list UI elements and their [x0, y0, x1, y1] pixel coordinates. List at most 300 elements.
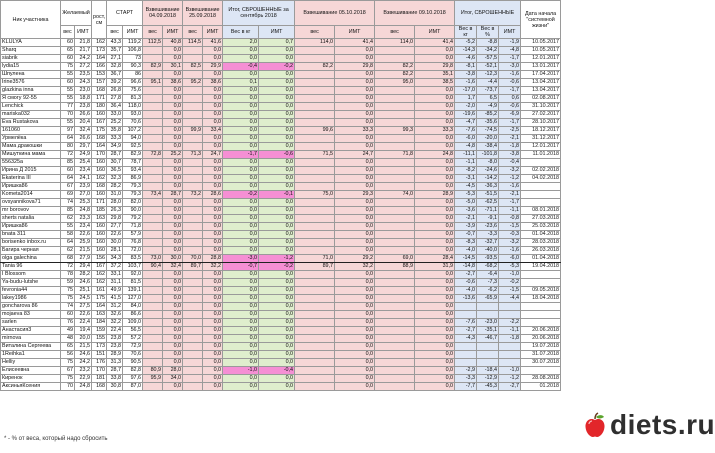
cell-w3i[interactable]: 0,0 [335, 239, 375, 247]
table-row[interactable] [1, 375, 561, 383]
cell-tot-pct[interactable]: -32,7 [477, 239, 499, 247]
cell-w1i[interactable]: 0,0 [163, 167, 183, 175]
cell-imt[interactable]: 24,1 [75, 175, 92, 183]
cell-tot-imt[interactable]: -0,2 [499, 279, 521, 287]
cell-t-kg[interactable]: 0,0 [223, 127, 259, 135]
table-row[interactable] [1, 335, 561, 343]
cell-w3[interactable] [295, 383, 335, 391]
table-row[interactable] [1, 327, 561, 335]
cell-height[interactable]: 162 [92, 279, 107, 287]
cell-w4i[interactable]: 0,0 [415, 303, 455, 311]
cell-t-imt[interactable]: -0,4 [259, 367, 295, 375]
cell-imt[interactable]: 25,3 [75, 199, 92, 207]
cell-tot-imt[interactable]: -2,7 [499, 383, 521, 391]
cell-date[interactable] [521, 191, 561, 199]
cell-t-kg[interactable]: 0,0 [223, 215, 259, 223]
cell-w1i[interactable]: 0,0 [163, 231, 183, 239]
cell-w1i[interactable]: 30,0 [163, 255, 183, 263]
cell-s-w[interactable]: 28,2 [107, 183, 123, 191]
cell-w1i[interactable]: 0,0 [163, 103, 183, 111]
cell-s-w[interactable]: 36,5 [107, 167, 123, 175]
cell-s-w[interactable]: 25,2 [107, 119, 123, 127]
cell-imt[interactable]: 22,6 [75, 231, 92, 239]
cell-w3i[interactable]: 0,0 [335, 319, 375, 327]
cell-tot-pct[interactable] [477, 351, 499, 359]
cell-w3[interactable] [295, 287, 335, 295]
table-row[interactable] [1, 383, 561, 391]
cell-w2[interactable] [183, 87, 203, 95]
cell-wish[interactable]: 55 [61, 119, 75, 127]
cell-w4[interactable]: 82,2 [375, 63, 415, 71]
cell-s-w[interactable]: 36,4 [107, 103, 123, 111]
cell-tot-kg[interactable]: -4,7 [455, 119, 477, 127]
cell-tot-pct[interactable]: -68,2 [477, 263, 499, 271]
cell-w4[interactable]: 82,2 [375, 71, 415, 79]
cell-w2i[interactable]: 0,0 [203, 103, 223, 111]
cell-tot-kg[interactable]: -2,9 [455, 367, 477, 375]
cell-w2i[interactable]: 0,0 [203, 319, 223, 327]
cell-tot-pct[interactable]: -6,2 [477, 287, 499, 295]
cell-w2i[interactable]: 0,0 [203, 175, 223, 183]
cell-w1i[interactable]: 0,0 [163, 343, 183, 351]
cell-w3i[interactable]: 0,0 [335, 183, 375, 191]
cell-tot-imt[interactable]: -3,0 [499, 63, 521, 71]
cell-w3i[interactable]: 0,0 [335, 367, 375, 375]
cell-tot-pct[interactable]: -18,4 [477, 367, 499, 375]
cell-w4[interactable] [375, 279, 415, 287]
cell-s-imt[interactable]: 86,6 [123, 311, 143, 319]
cell-w3[interactable] [295, 367, 335, 375]
cell-t-imt[interactable]: 0,0 [259, 143, 295, 151]
cell-height[interactable]: 176 [92, 359, 107, 367]
cell-height[interactable]: 171 [92, 95, 107, 103]
cell-w4[interactable] [375, 319, 415, 327]
cell-date[interactable]: 20.06.2018 [521, 327, 561, 335]
cell-w2i[interactable]: 0,0 [203, 335, 223, 343]
cell-w3i[interactable]: 0,0 [335, 327, 375, 335]
cell-w4i[interactable]: 0,0 [415, 215, 455, 223]
cell-w2i[interactable]: 0,0 [203, 223, 223, 231]
cell-s-w[interactable]: 34,3 [107, 255, 123, 263]
cell-w1[interactable] [143, 247, 163, 255]
cell-t-imt[interactable]: 0,0 [259, 215, 295, 223]
cell-name[interactable]: mariska032 [1, 111, 61, 119]
cell-date[interactable]: 11.01.2018 [521, 151, 561, 159]
table-row[interactable] [1, 359, 561, 367]
cell-s-imt[interactable]: 71,8 [123, 223, 143, 231]
cell-s-imt[interactable]: 93,0 [123, 111, 143, 119]
cell-imt[interactable]: 23,4 [75, 223, 92, 231]
cell-w4i[interactable]: 0,0 [415, 359, 455, 367]
cell-height[interactable]: 168 [92, 87, 107, 95]
cell-s-imt[interactable]: 90,3 [123, 63, 143, 71]
cell-w3i[interactable]: 0,0 [335, 351, 375, 359]
cell-t-kg[interactable]: -1,0 [223, 367, 259, 375]
cell-wish[interactable]: 67 [61, 183, 75, 191]
cell-name[interactable]: Irine3576 [1, 79, 61, 87]
cell-tot-kg[interactable]: -4,0 [455, 247, 477, 255]
cell-date[interactable]: 31.12.2017 [521, 135, 561, 143]
cell-w4i[interactable]: 0,0 [415, 135, 455, 143]
cell-tot-imt[interactable] [499, 359, 521, 367]
cell-w3[interactable] [295, 183, 335, 191]
cell-tot-imt[interactable]: -1,2 [499, 375, 521, 383]
cell-w1i[interactable]: 25,2 [163, 151, 183, 159]
cell-w2i[interactable]: 0,0 [203, 55, 223, 63]
cell-t-kg[interactable]: 0,0 [223, 327, 259, 335]
cell-w2[interactable] [183, 207, 203, 215]
cell-s-w[interactable]: 34,9 [107, 143, 123, 151]
cell-t-kg[interactable]: 0,0 [223, 223, 259, 231]
cell-tot-kg[interactable]: -4,6 [455, 55, 477, 63]
cell-wish[interactable]: 64 [61, 239, 75, 247]
cell-w4[interactable] [375, 327, 415, 335]
cell-s-imt[interactable]: 93,4 [123, 167, 143, 175]
cell-w4i[interactable]: 0,0 [415, 327, 455, 335]
cell-name[interactable]: I Blossom [1, 271, 61, 279]
cell-tot-pct[interactable]: -101,8 [477, 151, 499, 159]
cell-w4[interactable] [375, 351, 415, 359]
cell-tot-kg[interactable] [455, 303, 477, 311]
cell-tot-kg[interactable]: -2,1 [455, 215, 477, 223]
cell-height[interactable]: 168 [92, 135, 107, 143]
cell-w2i[interactable]: 0,0 [203, 367, 223, 375]
table-row[interactable] [1, 79, 561, 87]
cell-name[interactable]: Виталина Сергеева [1, 343, 61, 351]
cell-s-w[interactable]: 41,5 [107, 295, 123, 303]
cell-s-w[interactable]: 31,1 [107, 279, 123, 287]
cell-imt[interactable]: 25,1 [75, 287, 92, 295]
cell-t-imt[interactable]: 0,0 [259, 271, 295, 279]
cell-w1[interactable]: 72,8 [143, 151, 163, 159]
cell-height[interactable]: 163 [92, 311, 107, 319]
cell-wish[interactable]: 62 [61, 247, 75, 255]
cell-w2[interactable] [183, 183, 203, 191]
cell-s-w[interactable]: 37,2 [107, 263, 123, 271]
cell-w2i[interactable]: 0,0 [203, 295, 223, 303]
cell-tot-imt[interactable]: -1,5 [499, 223, 521, 231]
cell-tot-imt[interactable]: -1,0 [499, 367, 521, 375]
cell-tot-pct[interactable]: -14,2 [477, 175, 499, 183]
cell-wish[interactable]: 60 [61, 79, 75, 87]
cell-w2[interactable] [183, 135, 203, 143]
cell-wish[interactable]: 49 [61, 327, 75, 335]
cell-s-w[interactable]: 23,8 [107, 335, 123, 343]
cell-height[interactable]: 160 [92, 247, 107, 255]
cell-w2i[interactable]: 0,0 [203, 279, 223, 287]
cell-w2[interactable] [183, 215, 203, 223]
cell-tot-kg[interactable]: -7,6 [455, 127, 477, 135]
cell-s-w[interactable]: 28,1 [107, 247, 123, 255]
cell-w4i[interactable]: 0,0 [415, 343, 455, 351]
cell-w1i[interactable]: 32,4 [163, 263, 183, 271]
cell-t-kg[interactable]: 0,0 [223, 183, 259, 191]
cell-w3[interactable] [295, 119, 335, 127]
cell-height[interactable]: 160 [92, 239, 107, 247]
cell-imt[interactable]: 21,8 [75, 39, 92, 47]
cell-name[interactable]: Иришка86 [1, 223, 61, 231]
cell-w2i[interactable]: 0,0 [203, 303, 223, 311]
cell-tot-imt[interactable] [499, 351, 521, 359]
cell-t-imt[interactable]: 0,0 [259, 103, 295, 111]
cell-s-w[interactable]: 27,7 [107, 223, 123, 231]
cell-t-kg[interactable]: 0,0 [223, 271, 259, 279]
cell-imt[interactable]: 24,6 [75, 279, 92, 287]
cell-s-w[interactable]: 22,4 [107, 327, 123, 335]
cell-imt[interactable]: 23,4 [75, 167, 92, 175]
cell-w1i[interactable]: 0,0 [163, 175, 183, 183]
cell-tot-imt[interactable]: -3,2 [499, 167, 521, 175]
cell-date[interactable]: 10.05.2017 [521, 39, 561, 47]
cell-s-w[interactable]: 35,7 [107, 47, 123, 55]
cell-w3i[interactable]: 0,0 [335, 231, 375, 239]
cell-s-imt[interactable]: 57,9 [123, 231, 143, 239]
cell-w1i[interactable]: 0,0 [163, 303, 183, 311]
cell-t-kg[interactable]: 0,0 [223, 95, 259, 103]
cell-w1i[interactable]: 34,0 [163, 375, 183, 383]
cell-w3i[interactable]: 0,0 [335, 343, 375, 351]
cell-wish[interactable]: 67 [61, 367, 75, 375]
table-row[interactable] [1, 351, 561, 359]
cell-w4[interactable]: 69,0 [375, 255, 415, 263]
cell-t-kg[interactable]: -1,7 [223, 151, 259, 159]
cell-name[interactable]: Елисеевна [1, 367, 61, 375]
cell-w3i[interactable]: 0,0 [335, 103, 375, 111]
cell-w2[interactable] [183, 175, 203, 183]
cell-w1[interactable] [143, 343, 163, 351]
cell-wish[interactable]: 55 [61, 95, 75, 103]
cell-imt[interactable]: 23,5 [75, 71, 92, 79]
cell-date[interactable]: 25.03.2018 [521, 223, 561, 231]
cell-t-kg[interactable]: 0,0 [223, 87, 259, 95]
cell-tot-pct[interactable]: -7,3 [477, 279, 499, 287]
cell-height[interactable]: 170 [92, 367, 107, 375]
cell-w1i[interactable]: 0,0 [163, 47, 183, 55]
cell-date[interactable]: 13.04.2017 [521, 87, 561, 95]
cell-tot-imt[interactable]: -0,8 [499, 215, 521, 223]
cell-w1i[interactable]: 0,0 [163, 239, 183, 247]
cell-w1i[interactable]: 0,0 [163, 295, 183, 303]
cell-tot-imt[interactable]: -1,7 [499, 55, 521, 63]
cell-w4[interactable] [375, 47, 415, 55]
cell-t-kg[interactable]: 0,0 [223, 231, 259, 239]
cell-w4[interactable] [375, 215, 415, 223]
cell-name[interactable]: lakey1986 [1, 295, 61, 303]
cell-w2[interactable] [183, 159, 203, 167]
cell-tot-pct[interactable]: -23,0 [477, 319, 499, 327]
cell-w4i[interactable]: 0,0 [415, 143, 455, 151]
cell-tot-imt[interactable]: -4,8 [499, 47, 521, 55]
cell-w1[interactable]: 95,9 [143, 375, 163, 383]
table-row[interactable] [1, 263, 561, 271]
cell-tot-imt[interactable]: -0,6 [499, 103, 521, 111]
cell-date[interactable]: 01.2018 [521, 383, 561, 391]
cell-s-w[interactable]: 33,0 [107, 111, 123, 119]
cell-s-w[interactable]: 29,8 [107, 215, 123, 223]
cell-wish[interactable]: 77 [61, 103, 75, 111]
cell-height[interactable]: 160 [92, 111, 107, 119]
cell-wish[interactable]: 80 [61, 143, 75, 151]
cell-w4i[interactable]: 0,0 [415, 159, 455, 167]
cell-w4[interactable] [375, 159, 415, 167]
cell-tot-pct[interactable] [477, 303, 499, 311]
cell-w3i[interactable]: 0,0 [335, 223, 375, 231]
cell-w2[interactable] [183, 375, 203, 383]
cell-w2i[interactable]: 0,0 [203, 247, 223, 255]
cell-name[interactable]: Я смогу 92-55 [1, 95, 61, 103]
cell-w1[interactable]: 112,5 [143, 39, 163, 47]
cell-w2i[interactable]: 28,8 [203, 255, 223, 263]
cell-s-w[interactable]: 32,8 [107, 63, 123, 71]
cell-height[interactable]: 155 [92, 335, 107, 343]
cell-w3[interactable] [295, 351, 335, 359]
cell-name[interactable]: Ya-budu-lutshe [1, 279, 61, 287]
table-row[interactable] [1, 87, 561, 95]
cell-t-kg[interactable]: 0,0 [223, 119, 259, 127]
table-row[interactable] [1, 175, 561, 183]
cell-w2i[interactable]: 28,6 [203, 191, 223, 199]
cell-w1[interactable] [143, 135, 163, 143]
cell-date[interactable]: 28.08.2018 [521, 375, 561, 383]
cell-date[interactable]: 19.07.2018 [521, 343, 561, 351]
cell-w4i[interactable]: 0,0 [415, 287, 455, 295]
cell-t-kg[interactable]: 0,0 [223, 143, 259, 151]
cell-t-imt[interactable]: -0,2 [259, 263, 295, 271]
cell-w2[interactable]: 70,0 [183, 255, 203, 263]
cell-height[interactable]: 153 [92, 71, 107, 79]
cell-imt[interactable]: 22,4 [75, 319, 92, 327]
cell-w3[interactable] [295, 175, 335, 183]
cell-height[interactable]: 168 [92, 183, 107, 191]
cell-w3i[interactable]: 0,0 [335, 359, 375, 367]
cell-wish[interactable]: 55 [61, 223, 75, 231]
cell-s-w[interactable]: 32,3 [107, 175, 123, 183]
cell-tot-pct[interactable]: -12,3 [477, 71, 499, 79]
cell-tot-kg[interactable]: -8,3 [455, 239, 477, 247]
cell-s-imt[interactable]: 56,5 [123, 327, 143, 335]
cell-w2[interactable] [183, 103, 203, 111]
cell-w4[interactable] [375, 271, 415, 279]
cell-tot-kg[interactable]: -5,3 [455, 191, 477, 199]
cell-w1i[interactable]: 0,0 [163, 359, 183, 367]
cell-w3i[interactable]: 0,0 [335, 287, 375, 295]
cell-tot-kg[interactable]: -0,7 [455, 231, 477, 239]
cell-t-imt[interactable]: 0,0 [259, 287, 295, 295]
table-row[interactable] [1, 63, 561, 71]
cell-tot-imt[interactable]: -1,0 [499, 271, 521, 279]
cell-tot-kg[interactable]: -4,8 [455, 143, 477, 151]
cell-s-w[interactable]: 31,0 [107, 191, 123, 199]
cell-w3i[interactable]: 24,7 [335, 151, 375, 159]
cell-w2[interactable] [183, 335, 203, 343]
cell-t-imt[interactable]: 0,0 [259, 87, 295, 95]
cell-w4i[interactable]: 0,0 [415, 367, 455, 375]
cell-height[interactable]: 170 [92, 151, 107, 159]
cell-tot-pct[interactable]: -8,0 [477, 159, 499, 167]
cell-t-imt[interactable]: 0,0 [259, 383, 295, 391]
cell-tot-kg[interactable]: -3,1 [455, 175, 477, 183]
cell-tot-kg[interactable]: -3,9 [455, 223, 477, 231]
cell-s-w[interactable]: 39,2 [107, 79, 123, 87]
cell-s-w[interactable]: 28,7 [107, 151, 123, 159]
table-row[interactable] [1, 103, 561, 111]
cell-wish[interactable]: 55 [61, 87, 75, 95]
cell-w4[interactable] [375, 231, 415, 239]
cell-tot-imt[interactable]: -2,5 [499, 127, 521, 135]
cell-w1i[interactable]: 0,0 [163, 111, 183, 119]
cell-w4i[interactable]: 0,0 [415, 103, 455, 111]
cell-wish[interactable]: 75 [61, 63, 75, 71]
cell-w1i[interactable]: 0,0 [163, 87, 183, 95]
cell-w4i[interactable]: 0,0 [415, 271, 455, 279]
cell-w2i[interactable]: 32,2 [203, 263, 223, 271]
cell-w2[interactable] [183, 223, 203, 231]
cell-date[interactable]: 18.12.2017 [521, 127, 561, 135]
cell-w3[interactable]: 75,0 [295, 191, 335, 199]
cell-s-imt[interactable]: 118,0 [123, 103, 143, 111]
cell-w4i[interactable]: 0,0 [415, 319, 455, 327]
table-row[interactable] [1, 271, 561, 279]
cell-t-imt[interactable]: 0,0 [259, 223, 295, 231]
cell-w4[interactable] [375, 311, 415, 319]
cell-w4[interactable] [375, 55, 415, 63]
cell-w3i[interactable]: 0,0 [335, 303, 375, 311]
cell-date[interactable]: 17.04.2017 [521, 71, 561, 79]
cell-date[interactable] [521, 279, 561, 287]
cell-s-imt[interactable]: 82,9 [123, 151, 143, 159]
cell-imt[interactable]: 20,0 [75, 335, 92, 343]
cell-height[interactable]: 162 [92, 175, 107, 183]
cell-name[interactable]: Helliy [1, 359, 61, 367]
cell-w3i[interactable]: 0,0 [335, 167, 375, 175]
cell-tot-pct[interactable]: -4,4 [477, 79, 499, 87]
cell-s-imt[interactable]: 139,1 [123, 287, 143, 295]
cell-tot-pct[interactable]: -40,0 [477, 247, 499, 255]
cell-w1i[interactable]: 0,0 [163, 183, 183, 191]
cell-t-kg[interactable]: 0,0 [223, 375, 259, 383]
cell-w2[interactable] [183, 47, 203, 55]
cell-height[interactable]: 173 [92, 47, 107, 55]
cell-height[interactable]: 161 [92, 287, 107, 295]
cell-w1i[interactable]: 0,0 [163, 207, 183, 215]
cell-t-imt[interactable]: 0,0 [259, 207, 295, 215]
cell-tot-pct[interactable]: -52,1 [477, 63, 499, 71]
cell-w4i[interactable]: 0,0 [415, 183, 455, 191]
cell-t-kg[interactable]: 0,0 [223, 111, 259, 119]
cell-w4[interactable]: 71,8 [375, 151, 415, 159]
cell-w1i[interactable]: 28,7 [163, 191, 183, 199]
cell-w2i[interactable]: 0,0 [203, 383, 223, 391]
cell-height[interactable]: 163 [92, 215, 107, 223]
cell-imt[interactable]: 24,2 [75, 55, 92, 63]
cell-w3[interactable] [295, 135, 335, 143]
cell-name[interactable]: sarlen [1, 319, 61, 327]
cell-w2[interactable]: 99,9 [183, 127, 203, 135]
cell-w2i[interactable]: 0,0 [203, 207, 223, 215]
cell-height[interactable]: 175 [92, 127, 107, 135]
cell-w1i[interactable]: 0,0 [163, 159, 183, 167]
cell-w1i[interactable]: 30,1 [163, 63, 183, 71]
cell-imt[interactable]: 22,9 [75, 375, 92, 383]
cell-date[interactable]: 12.01.2017 [521, 143, 561, 151]
cell-w4[interactable] [375, 295, 415, 303]
cell-name[interactable]: Ирина Д 2015 [1, 167, 61, 175]
cell-name[interactable]: ovsyannikova71 [1, 199, 61, 207]
cell-date[interactable]: 01.04.2018 [521, 231, 561, 239]
cell-tot-pct[interactable]: 6,5 [477, 95, 499, 103]
cell-tot-imt[interactable]: -2,1 [499, 135, 521, 143]
cell-height[interactable]: 173 [92, 343, 107, 351]
